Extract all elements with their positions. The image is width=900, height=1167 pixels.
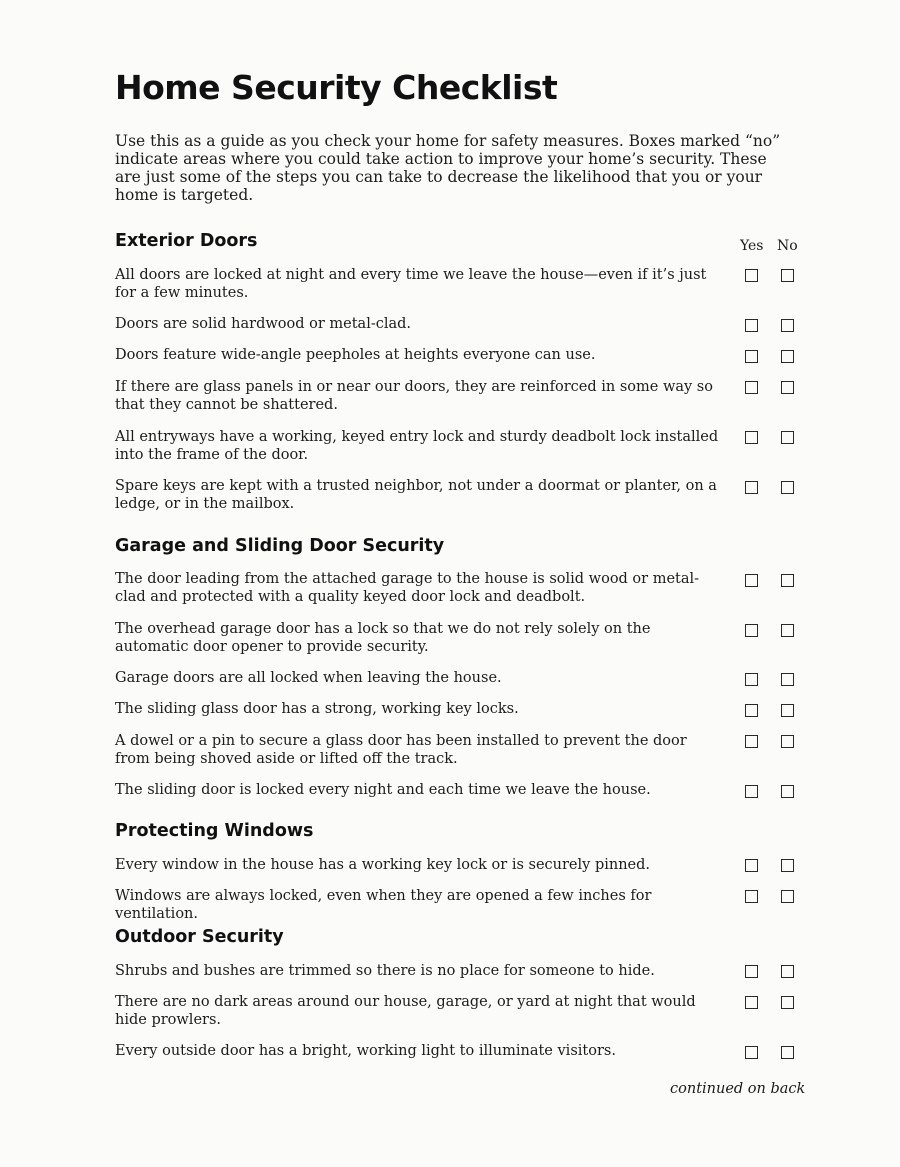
- no-column-header: No: [777, 238, 798, 254]
- checklist-item-text: Every window in the house has a working key lock or is securely pinned.: [115, 857, 651, 873]
- checklist-item-text: All entryways have a working, keyed entry lock and sturdy deadbolt lock installed into the frame of the door.: [115, 429, 719, 463]
- yes-column-header: Yes: [740, 238, 764, 254]
- checklist-item-text: Every outside door has a bright, working light to illuminate visitors.: [115, 1043, 616, 1059]
- checklist-item: [115, 993, 725, 1029]
- continued-note: continued on back: [670, 1081, 806, 1097]
- yes-checkbox[interactable]: [745, 1046, 758, 1059]
- checklist-item: [115, 781, 725, 799]
- checklist-item-text: Windows are always locked, even when they are opened a few inches for ventilation.: [115, 888, 652, 922]
- section-heading-garage-sliding-door: Garage and Sliding Door Security: [115, 536, 445, 556]
- checklist-item: [115, 700, 725, 718]
- yes-checkbox[interactable]: [745, 481, 758, 494]
- yes-checkbox[interactable]: [745, 965, 758, 978]
- no-checkbox[interactable]: [781, 965, 794, 978]
- no-checkbox[interactable]: [781, 785, 794, 798]
- checklist-item-text: A dowel or a pin to secure a glass door has been installed to prevent the door from being shoved aside or lifted off the track.: [115, 733, 687, 767]
- checklist-item: [115, 346, 725, 364]
- checklist-item: [115, 856, 725, 874]
- no-checkbox[interactable]: [781, 381, 794, 394]
- no-checkbox[interactable]: [781, 735, 794, 748]
- page-title: Home Security Checklist: [115, 68, 558, 107]
- checklist-item-text: All doors are locked at night and every time we leave the house—even if it’s just for a few minutes.: [115, 267, 707, 301]
- checklist-item-text: Doors feature wide-angle peepholes at heights everyone can use.: [115, 347, 596, 363]
- checklist-item: [115, 570, 725, 606]
- checklist-item: [115, 732, 725, 768]
- yes-checkbox[interactable]: [745, 704, 758, 717]
- yes-checkbox[interactable]: [745, 996, 758, 1009]
- yes-checkbox[interactable]: [745, 431, 758, 444]
- yes-checkbox[interactable]: [745, 859, 758, 872]
- checklist-item-text: The sliding glass door has a strong, working key locks.: [115, 701, 519, 717]
- no-checkbox[interactable]: [781, 673, 794, 686]
- no-checkbox[interactable]: [781, 890, 794, 903]
- checklist-item: [115, 266, 725, 302]
- yes-checkbox[interactable]: [745, 269, 758, 282]
- checklist-item-text: The door leading from the attached garage to the house is solid wood or metal-clad and protected with a quality keyed door lock and deadbolt.: [115, 571, 700, 605]
- checklist-item-text: The sliding door is locked every night and each time we leave the house.: [115, 782, 651, 798]
- yes-checkbox[interactable]: [745, 624, 758, 637]
- checklist-item-text: Shrubs and bushes are trimmed so there is no place for someone to hide.: [115, 963, 655, 979]
- yes-checkbox[interactable]: [745, 890, 758, 903]
- yes-checkbox[interactable]: [745, 673, 758, 686]
- no-checkbox[interactable]: [781, 319, 794, 332]
- checklist-item-text: Doors are solid hardwood or metal-clad.: [115, 316, 412, 332]
- checklist-item-text: Spare keys are kept with a trusted neighbor, not under a doormat or planter, on a ledge, or in the mailbox.: [115, 478, 717, 512]
- no-checkbox[interactable]: [781, 859, 794, 872]
- checklist-item: [115, 669, 725, 687]
- section-heading-protecting-windows: Protecting Windows: [115, 821, 314, 841]
- no-checkbox[interactable]: [781, 574, 794, 587]
- section-heading-outdoor-security: Outdoor Security: [115, 927, 284, 947]
- checklist-item-text: Garage doors are all locked when leaving the house.: [115, 670, 502, 686]
- yes-checkbox[interactable]: [745, 319, 758, 332]
- yes-checkbox[interactable]: [745, 735, 758, 748]
- no-checkbox[interactable]: [781, 996, 794, 1009]
- no-checkbox[interactable]: [781, 481, 794, 494]
- no-checkbox[interactable]: [781, 704, 794, 717]
- checklist-item: [115, 620, 725, 656]
- no-checkbox[interactable]: [781, 1046, 794, 1059]
- checklist-item: [115, 1042, 725, 1060]
- yes-checkbox[interactable]: [745, 785, 758, 798]
- checklist-item: [115, 378, 725, 414]
- section-heading-exterior-doors: Exterior Doors: [115, 231, 258, 251]
- checklist-item: [115, 477, 725, 513]
- checklist-item-text: If there are glass panels in or near our doors, they are reinforced in some way so that they cannot be shattered.: [115, 379, 713, 413]
- no-checkbox[interactable]: [781, 269, 794, 282]
- no-checkbox[interactable]: [781, 624, 794, 637]
- checklist-item: [115, 962, 725, 980]
- yes-checkbox[interactable]: [745, 574, 758, 587]
- intro-paragraph: Use this as a guide as you check your home for safety measures. Boxes marked “no” indicate areas where you could take action to improve your home’s security. These are just some of the steps you can take to decrease the likelihood that you or your home is targeted.: [115, 132, 781, 204]
- checklist-item-text: There are no dark areas around our house, garage, or yard at night that would hide prowlers.: [115, 994, 696, 1028]
- checklist-item: [115, 315, 725, 333]
- checklist-item-text: The overhead garage door has a lock so that we do not rely solely on the automatic door opener to provide security.: [115, 621, 651, 655]
- checklist-item: [115, 428, 725, 464]
- yes-checkbox[interactable]: [745, 350, 758, 363]
- checklist-item: [115, 887, 725, 923]
- no-checkbox[interactable]: [781, 431, 794, 444]
- no-checkbox[interactable]: [781, 350, 794, 363]
- yes-checkbox[interactable]: [745, 381, 758, 394]
